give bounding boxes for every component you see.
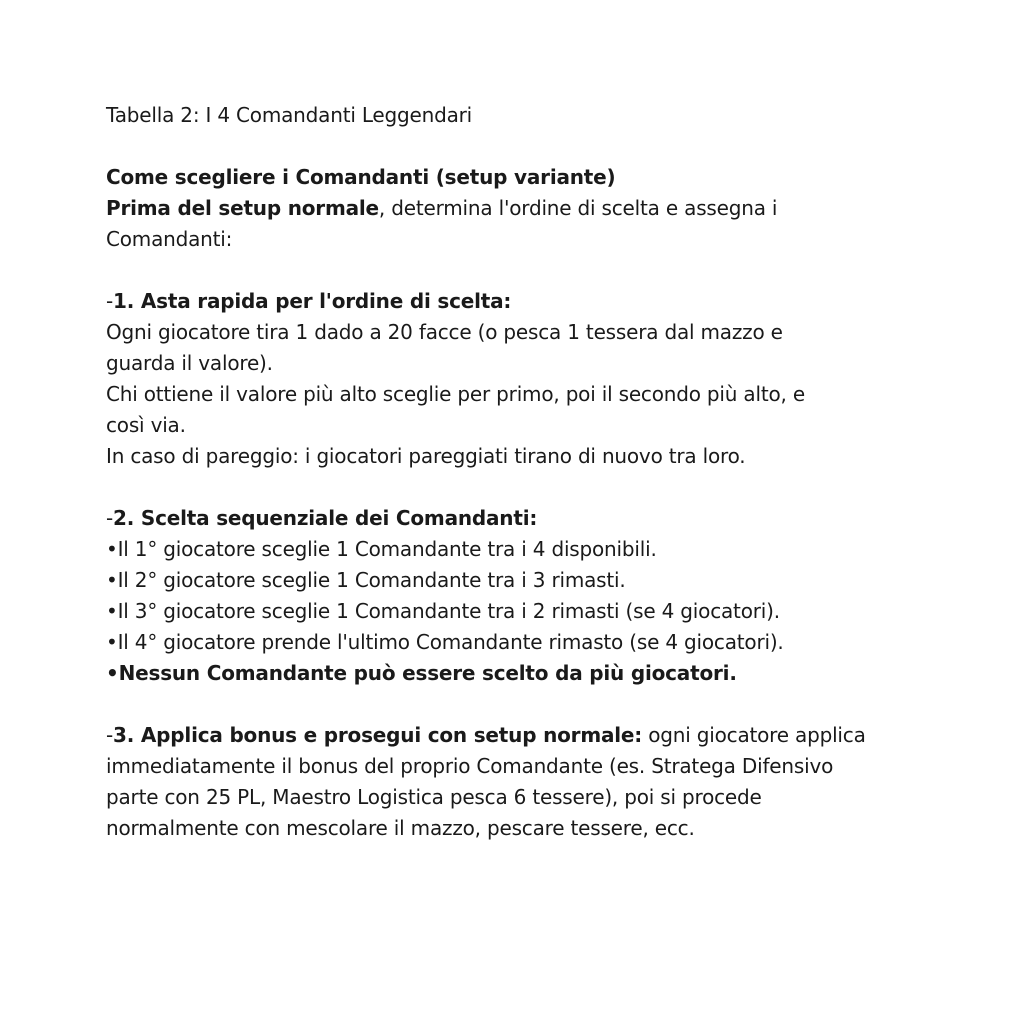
spacer	[106, 472, 936, 503]
step1-prefix: -	[106, 289, 114, 313]
step3-heading-rest: ogni giocatore applica	[642, 723, 866, 747]
step1-line: In caso di pareggio: i giocatori pareggiati tirano di nuovo tra loro.	[106, 444, 746, 468]
step3-prefix: -	[106, 723, 114, 747]
intro-lead-continued: Comandanti:	[106, 227, 233, 251]
step1-heading-line	[106, 286, 936, 317]
step3-heading-line	[106, 720, 936, 751]
step2-bullet: •Il 4° giocatore prende l'ultimo Comandante rimasto (se 4 giocatori).	[106, 630, 784, 654]
document-title: Tabella 2: I 4 Comandanti Leggendari	[106, 103, 473, 127]
spacer	[106, 255, 936, 286]
step2-bold-bullet: •Nessun Comandante può essere scelto da più giocatori.	[106, 661, 737, 685]
step3-line: immediatamente il bonus del proprio Comandante (es. Stratega Difensivo	[106, 754, 834, 778]
step2-heading: 2. Scelta sequenziale dei Comandanti:	[113, 506, 538, 530]
spacer	[106, 689, 936, 720]
step2-prefix: -	[106, 506, 114, 530]
step1-heading: 1. Asta rapida per l'ordine di scelta:	[113, 289, 512, 313]
intro-lead	[106, 193, 936, 224]
step1-line: Ogni giocatore tira 1 dado a 20 facce (o pesca 1 tessera dal mazzo e	[106, 320, 783, 344]
document-body	[106, 100, 936, 844]
step2-bullet: •Il 3° giocatore sceglie 1 Comandante tra i 2 rimasti (se 4 giocatori).	[106, 599, 780, 623]
step2-bullet: •Il 1° giocatore sceglie 1 Comandante tra i 4 disponibili.	[106, 537, 657, 561]
intro-lead-bold: Prima del setup normale	[106, 196, 379, 220]
step2-heading-line	[106, 503, 936, 534]
spacer	[106, 131, 936, 162]
step1-line: così via.	[106, 413, 186, 437]
intro-lead-rest: , determina l'ordine di scelta e assegna i	[378, 196, 778, 220]
step3-heading: 3. Applica bonus e prosegui con setup normale:	[113, 723, 643, 747]
intro-heading: Come scegliere i Comandanti (setup variante)	[106, 165, 616, 189]
step3-line: normalmente con mescolare il mazzo, pescare tessere, ecc.	[106, 816, 695, 840]
step1-line: guarda il valore).	[106, 351, 273, 375]
step2-bullet: •Il 2° giocatore sceglie 1 Comandante tra i 3 rimasti.	[106, 568, 626, 592]
step3-line: parte con 25 PL, Maestro Logistica pesca 6 tessere), poi si procede	[106, 785, 762, 809]
step1-line: Chi ottiene il valore più alto sceglie per primo, poi il secondo più alto, e	[106, 382, 805, 406]
